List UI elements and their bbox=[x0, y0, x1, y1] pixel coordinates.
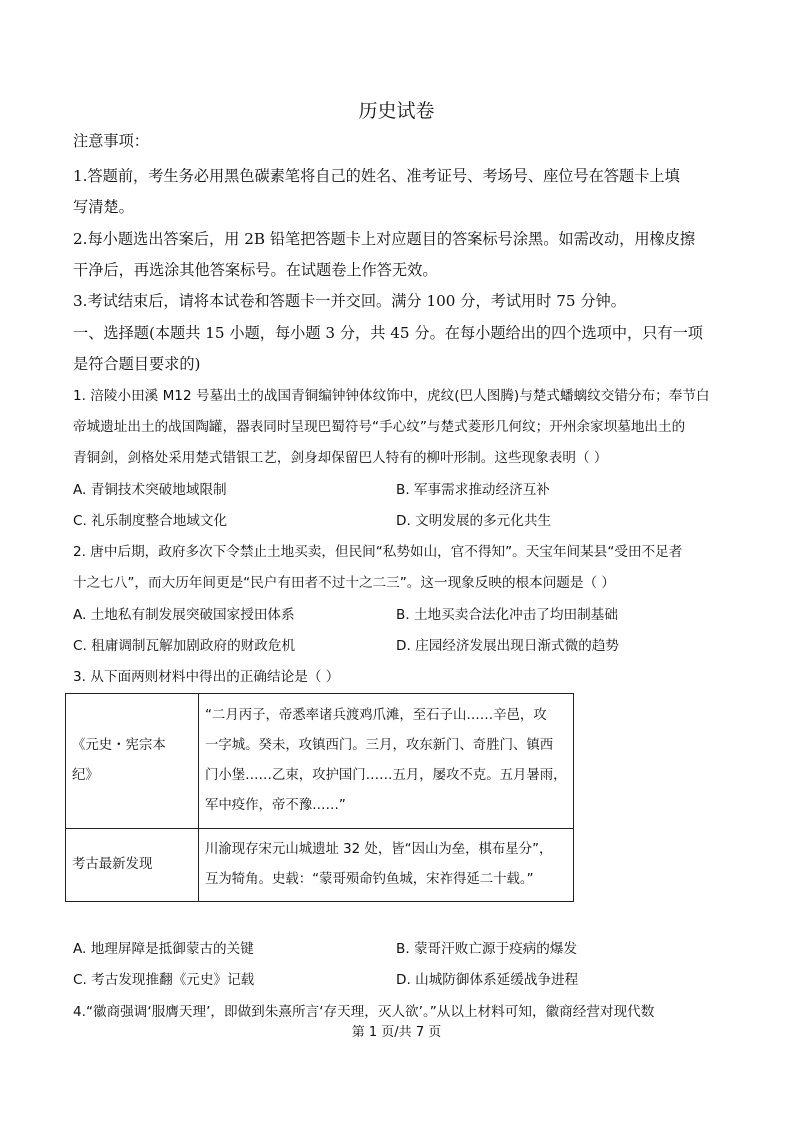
q2-stem-line-1: 2. 唐中后期，政府多次下令禁止土地买卖，但民间“私势如山，官不得知”。天宝年间某县“受田不足者 bbox=[73, 544, 683, 560]
note-line-5: 3.考试结束后，请将本试卷和答题卡一并交回。满分 100 分，考试用时 75 分钟。 bbox=[73, 292, 626, 310]
q2-stem-line-2: 十之七八”，而大历年间更是“民户有田者不过十之二三”。这一现象反映的根本问题是（ ） bbox=[73, 575, 616, 591]
notes-heading: 注意事项： bbox=[73, 132, 149, 150]
q2-option-b: B. 土地买卖合法化冲击了均田制基础 bbox=[396, 607, 618, 623]
row2-text-line-2: 互为犄角。史载：“蒙哥殒命钓鱼城，宋祚得延二十载。” bbox=[205, 872, 534, 887]
q1-stem-line-1: 1. 涪陵小田溪 M12 号墓出土的战国青铜编钟钟体纹饰中，虎纹(巴人图腾)与楚式蟠螭纹交错分布；奉节白 bbox=[73, 388, 710, 404]
note-line-3: 2.每小题选出答案后，用 2B 铅笔把答题卡上对应题目的答案标号涂黑。如需改动，用橡皮擦 bbox=[73, 230, 696, 248]
q3-option-d: D. 山城防御体系延缓战争进程 bbox=[396, 972, 579, 988]
q1-stem-line-2: 帝城遗址出土的战国陶罐，器表同时呈现巴蜀符号“手心纹”与楚式菱形几何纹；开州余家坝墓地出土的 bbox=[73, 419, 686, 435]
note-line-1: 1.答题前，考生务必用黑色碳素笔将自己的姓名、准考证号、考场号、座位号在答题卡上填 bbox=[73, 167, 680, 185]
table-cell-source: 考古最新发现 bbox=[66, 829, 199, 902]
note-line-2: 写清楚。 bbox=[73, 198, 134, 216]
q3-option-b: B. 蒙哥汗败亡源于疫病的爆发 bbox=[396, 941, 578, 957]
row1-label-line-2: 纪》 bbox=[72, 768, 99, 783]
q1-stem-line-3: 青铜剑，剑格处采用楚式错银工艺，剑身却保留巴人特有的柳叶形制。这些现象表明（ ） bbox=[73, 450, 608, 466]
table-cell-quote bbox=[199, 829, 574, 902]
row1-text-line-3: 门小堡……乙束，攻护国门……五月，屡攻不克。五月暑雨， bbox=[205, 768, 567, 783]
row2-text-line-1: 川渝现存宋元山城遗址 32 处，皆“因山为垒，棋布星分”， bbox=[205, 842, 553, 857]
q3-option-c: C. 考古发现推翻《元史》记载 bbox=[73, 972, 255, 988]
q1-option-a: A. 青铜技术突破地域限制 bbox=[73, 482, 227, 498]
q1-option-b: B. 军事需求推动经济互补 bbox=[396, 482, 550, 498]
q4-stem-line-1: 4.“徽商强调‘服膺天理’，即做到朱熹所言‘存天理，灭人欲’。”从以上材料可知，徽商经营对现代数 bbox=[73, 1004, 655, 1020]
section-heading-line-1: 一、选择题(本题共 15 小题，每小题 3 分，共 45 分。在每小题给出的四个选项中，只有一项 bbox=[73, 324, 703, 342]
page-footer: 第 1 页/共 7 页 bbox=[351, 1025, 442, 1040]
row1-text-line-4: 军中疫作，帝不豫……” bbox=[205, 798, 346, 813]
note-line-4: 干净后，再选涂其他答案标号。在试题卷上作答无效。 bbox=[73, 261, 438, 279]
q3-option-a: A. 地理屏障是抵御蒙古的关键 bbox=[73, 941, 254, 957]
table-row bbox=[66, 829, 574, 902]
q3-material-table bbox=[65, 693, 574, 902]
table-row bbox=[66, 694, 574, 829]
q2-option-d: D. 庄园经济发展出现日渐式微的趋势 bbox=[396, 638, 620, 654]
q1-option-c: C. 礼乐制度整合地域文化 bbox=[73, 513, 228, 529]
q2-option-a: A. 土地私有制发展突破国家授田体系 bbox=[73, 607, 295, 623]
q2-option-c: C. 租庸调制瓦解加剧政府的财政危机 bbox=[73, 638, 296, 654]
row1-text-line-2: 一字城。癸未，攻镇西门。三月，攻东新门、奇胜门、镇西 bbox=[205, 738, 554, 753]
table-cell-source bbox=[66, 694, 199, 829]
q3-stem: 3. 从下面两则材料中得出的正确结论是（ ） bbox=[73, 669, 340, 685]
row1-label-line-1: 《元史・宪宗本 bbox=[72, 738, 166, 753]
table-cell-quote bbox=[199, 694, 574, 829]
section-heading-line-2: 是符合题目要求的) bbox=[73, 355, 201, 373]
q1-option-d: D. 文明发展的多元化共生 bbox=[396, 513, 552, 529]
row1-text-line-1: “二月丙子，帝悉率诸兵渡鸡爪滩，至石子山……辛邑，攻 bbox=[205, 708, 547, 723]
page-title: 历史试卷 bbox=[358, 100, 435, 122]
